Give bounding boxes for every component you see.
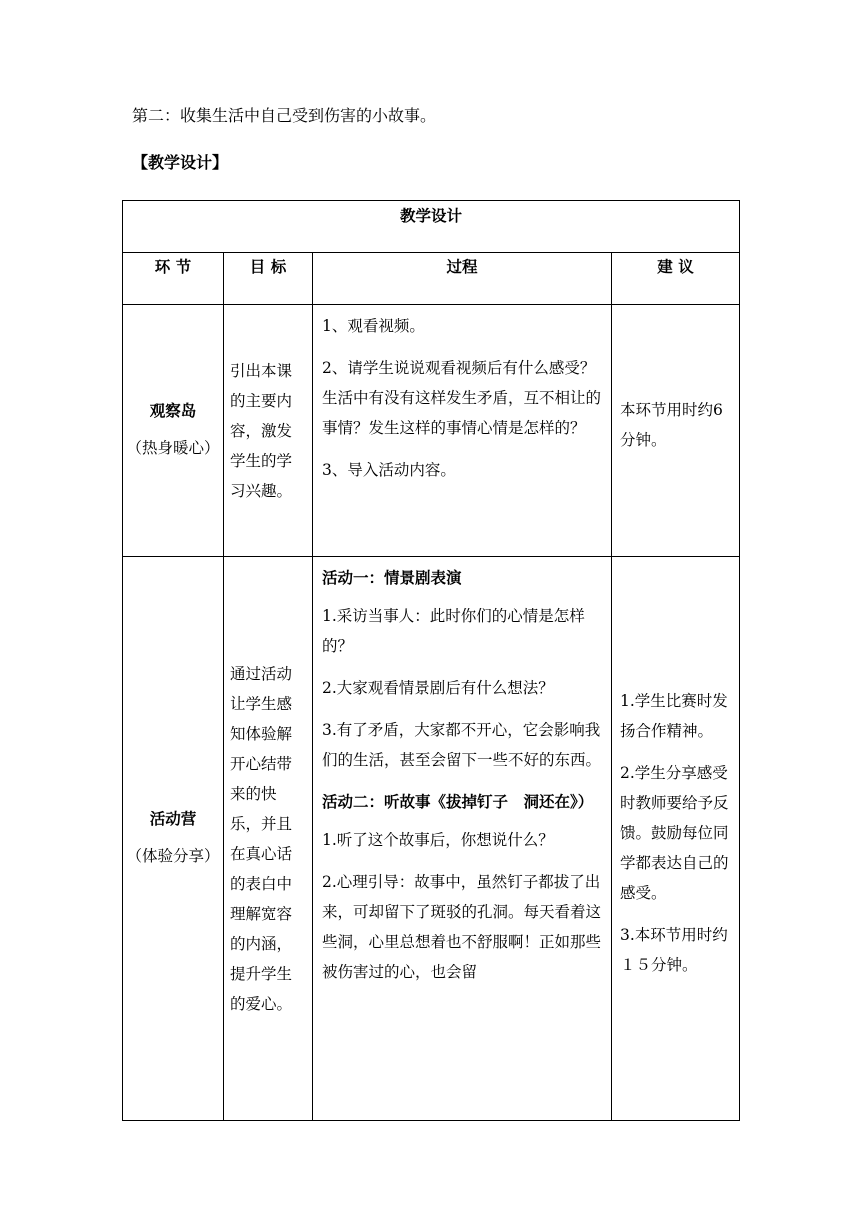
goal-cell: 引出本课的主要内容，激发学生的学习兴趣。	[224, 305, 313, 557]
header-process: 过程	[313, 253, 612, 305]
stage-subtitle: （体验分享）	[126, 846, 220, 865]
process-step: 2.大家观看情景剧后有什么想法？	[322, 679, 554, 697]
stage-cell	[123, 305, 224, 557]
header-goal: 目 标	[224, 253, 313, 305]
goal-cell: 通过活动让学生感知体验解开心结带来的快乐，并且在真心话的表白中理解宽容的内涵，提升学生的爱心。	[224, 557, 313, 1121]
stage-name: 活动营	[149, 808, 197, 828]
process-step: 1.听了这个故事后，你想说什么？	[322, 831, 554, 849]
process-step: 1、观看视频。	[322, 317, 425, 335]
header-stage: 环 节	[123, 253, 224, 305]
process-step: 2、请学生说说观看视频后有什么感受？生活中有没有这样发生矛盾，互不相让的事情？发生这样的事情心情是怎样的？	[322, 359, 602, 437]
header-suggestion: 建 议	[612, 253, 740, 305]
stage-subtitle: （热身暖心）	[126, 438, 220, 457]
section-heading: 【教学设计】	[132, 153, 229, 172]
process-cell	[313, 557, 612, 1121]
suggestion-item: 3.本环节用时约１５分钟。	[620, 925, 728, 974]
process-step: 3、导入活动内容。	[322, 461, 456, 479]
table-row	[123, 557, 740, 1121]
process-cell	[313, 305, 612, 557]
suggestion-item: 2.学生分享感受时教师要给予反馈。鼓励每位同学都表达自己的感受。	[620, 763, 729, 902]
stage-cell	[123, 557, 224, 1121]
table-title: 教学设计	[123, 201, 740, 253]
intro-line: 第二：收集生活中自己受到伤害的小故事。	[132, 106, 437, 125]
suggestion-item: 本环节用时约6分钟。	[620, 400, 723, 449]
teaching-design-table	[122, 200, 740, 1121]
process-step: 3.有了矛盾，大家都不开心，它会影响我们的生活，甚至会留下一些不好的东西。	[322, 721, 602, 769]
suggestion-cell	[612, 305, 740, 557]
process-step: 1.采访当事人：此时你们的心情是怎样的？	[322, 607, 585, 655]
stage-name: 观察岛	[149, 400, 197, 420]
activity-title: 活动一：情景剧表演	[322, 568, 462, 587]
suggestion-item: 1.学生比赛时发扬合作精神。	[620, 691, 728, 740]
activity-title: 活动二：听故事《拔掉钉子 洞还在》）	[322, 792, 594, 811]
process-step: 2.心理引导：故事中，虽然钉子都拔了出来，可却留下了斑驳的孔洞。每天看着这些洞，心里总想着也不舒服啊！正如那些被伤害过的心，也会留	[322, 873, 602, 981]
table-row	[123, 305, 740, 557]
suggestion-cell	[612, 557, 740, 1121]
